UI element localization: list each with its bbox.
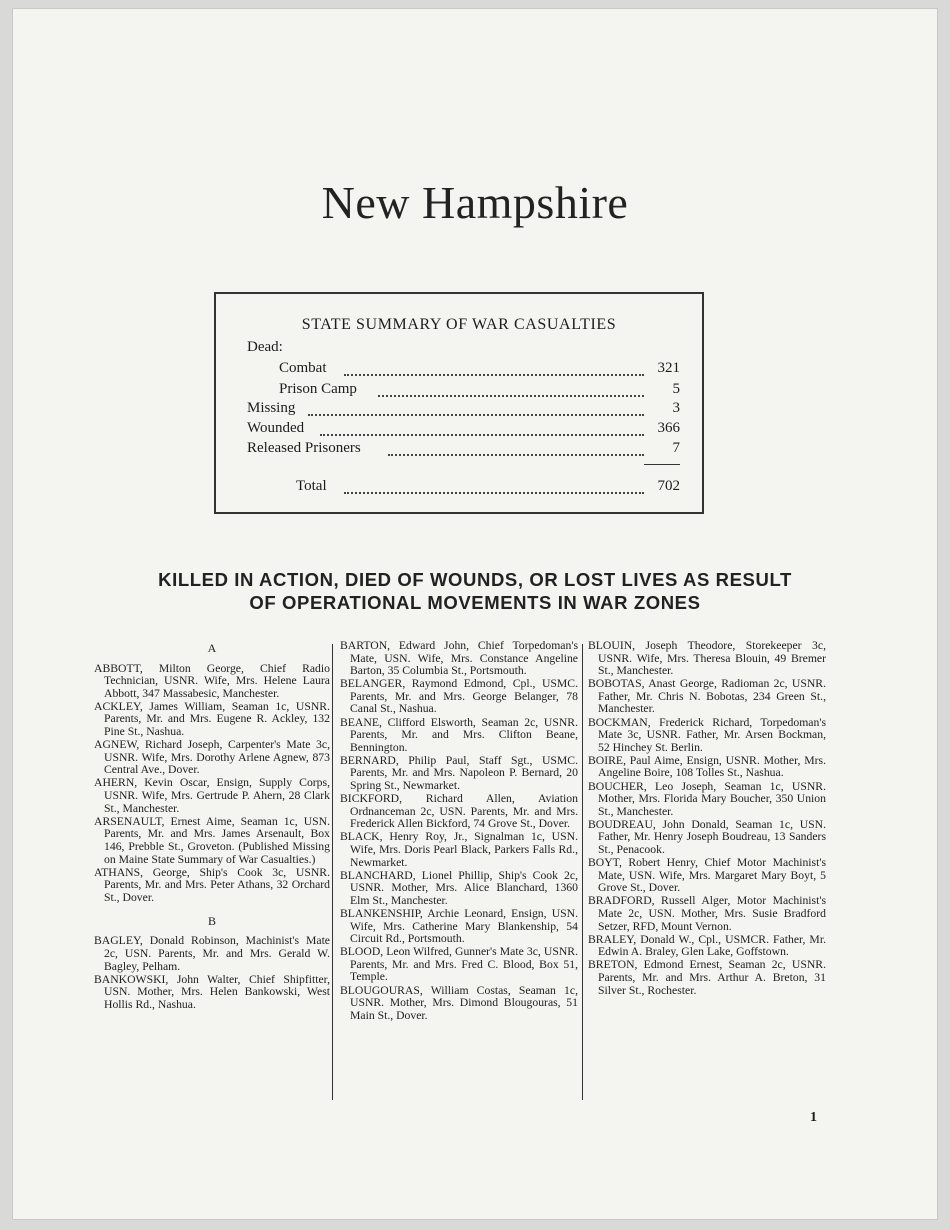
casualty-entry: BLOUGOURAS, William Costas, Seaman 1c, USNR. Mother, Mrs. Dimond Blougouras, 51 Main St., Dover. [340, 983, 578, 1022]
casualty-entry: BOCKMAN, Frederick Richard, Torpedoman's Mate 3c, USNR. Father, Mr. Arsen Bockman, 52 Hinchey St. Berlin. [588, 715, 826, 754]
list-col2 [340, 640, 578, 1022]
missing-label: Missing [247, 400, 296, 416]
combat-leader-dots [344, 360, 644, 376]
wounded-value: 366 [657, 420, 680, 436]
list-col3 [588, 640, 826, 997]
casualty-entry: AGNEW, Richard Joseph, Carpenter's Mate 3c, USNR. Wife, Mrs. Dorothy Arlene Agnew, 873 Central Ave., Dover. [94, 738, 330, 777]
column-1 [94, 640, 330, 1012]
casualty-entry: BOYT, Robert Henry, Chief Motor Machinist's Mate, USN. Wife, Mrs. Margaret Mary Boyt, 5 Grove St., Dover. [588, 856, 826, 895]
list-a [94, 663, 330, 905]
casualty-entry: ARSENAULT, Ernest Aime, Seaman 1c, USN. Parents, Mr. and Mrs. James Arsenault, Box 146, Prebble St., Groveton. (Published Missing on Maine State Summary of War Casualties.) [94, 814, 330, 866]
column-2 [340, 640, 578, 1023]
heading-line-2: OF OPERATIONAL MOVEMENTS IN WAR ZONES [249, 592, 701, 613]
casualty-entry: BRETON, Edmond Ernest, Seaman 2c, USNR. Parents, Mr. and Mrs. Arthur A. Breton, 31 Silver St., Rochester. [588, 958, 826, 997]
prison-camp-leader-dots [378, 381, 644, 397]
letter-heading-a: A [207, 641, 217, 655]
casualty-entry: BLOUIN, Joseph Theodore, Storekeeper 3c, USNR. Wife, Mrs. Theresa Blouin, 49 Bremer St., Manchester. [588, 639, 826, 678]
wounded-label: Wounded [247, 420, 305, 436]
casualty-entry: BRALEY, Donald W., Cpl., USMCR. Father, Mr. Edwin A. Braley, Glen Lake, Goffstown. [588, 932, 826, 959]
combat-value: 321 [657, 360, 680, 376]
casualty-entry: BELANGER, Raymond Edmond, Cpl., USMC. Parents, Mr. and Mrs. George Belanger, 78 Canal St., Nashua. [340, 677, 578, 716]
casualty-entry: BLOOD, Leon Wilfred, Gunner's Mate 3c, USNR. Parents, Mr. and Mrs. Fred C. Blood, Box 51, Temple. [340, 945, 578, 984]
casualty-entry: BOUDREAU, John Donald, Seaman 1c, USN. Father, Mr. Henry Joseph Boudreau, 13 Sanders St., Penacook. [588, 817, 826, 856]
casualty-entry: BLANKENSHIP, Archie Leonard, Ensign, USN. Wife, Mrs. Catherine Mary Blankenship, 54 Circuit Rd., Portsmouth. [340, 906, 578, 946]
prison-camp-label: Prison Camp [279, 381, 357, 397]
summary-heading: STATE SUMMARY OF WAR CASUALTIES [301, 316, 617, 333]
casualty-entry: BANKOWSKI, John Walter, Chief Shipfitter, USN. Mother, Mrs. Helen Bankowski, West Hollis Rd., Nashua. [94, 972, 330, 1011]
page-number: 1 [810, 1110, 817, 1125]
page-title: New Hampshire [321, 177, 629, 228]
total-rule [644, 464, 680, 465]
total-leader-dots [344, 478, 644, 494]
column-divider-2 [582, 644, 583, 1100]
combat-label: Combat [279, 360, 327, 376]
total-value: 702 [657, 478, 680, 494]
casualty-entry: BERNARD, Philip Paul, Staff Sgt., USMC. Parents, Mr. and Mrs. Napoleon P. Bernard, 20 Spring St., Newmarket. [340, 753, 578, 793]
casualty-entry: BAGLEY, Donald Robinson, Machinist's Mate 2c, USN. Parents, Mr. and Mrs. Gerald W. Bagley, Pelham. [94, 934, 330, 973]
casualty-entry: AHERN, Kevin Oscar, Ensign, Supply Corps, USNR. Wife, Mrs. Gertrude P. Ahern, 28 Clark St., Manchester. [94, 776, 330, 815]
casualty-entry: BLANCHARD, Lionel Phillip, Ship's Cook 2c, USNR. Mother, Mrs. Alice Blanchard, 1360 Elm St., Manchester. [340, 868, 578, 907]
letter-heading-b: B [207, 913, 216, 928]
spacer [94, 905, 330, 913]
missing-leader-dots [308, 400, 644, 416]
list-b [94, 935, 330, 1011]
released-prisoners-value: 7 [672, 440, 680, 456]
casualty-entry: BRADFORD, Russell Alger, Motor Machinist's Mate 2c, USN. Mother, Mrs. Susie Bradford Setzer, RFD, Mount Vernon. [588, 894, 826, 933]
casualty-entry: BICKFORD, Richard Allen, Aviation Ordnanceman 2c, USN. Parents, Mr. and Mrs. Frederick Allen Bickford, 74 Grove St., Dover. [340, 792, 578, 831]
casualty-entry: ACKLEY, James William, Seaman 1c, USNR. Parents, Mr. and Mrs. Eugene R. Ackley, 132 Pine St., Nashua. [94, 699, 330, 739]
casualty-list-heading [52, 568, 898, 614]
casualty-entry: BOBOTAS, Anast George, Radioman 2c, USNR. Father, Mr. Chris N. Bobotas, 234 Green St., Manchester. [588, 677, 826, 716]
total-label: Total [296, 478, 327, 494]
casualty-entry: ATHANS, George, Ship's Cook 3c, USNR. Parents, Mr. and Mrs. Peter Athans, 32 Orchard St., Dover. [94, 865, 330, 904]
prison-camp-value: 5 [672, 381, 680, 397]
dead-label: Dead: [247, 339, 283, 355]
casualty-entry: BEANE, Clifford Elsworth, Seaman 2c, USNR. Parents, Mr. and Mrs. Clifton Beane, Bennington. [340, 715, 578, 754]
casualty-entry: BLACK, Henry Roy, Jr., Signalman 1c, USN. Wife, Mrs. Doris Pearl Black, Parkers Falls Rd., Newmarket. [340, 830, 578, 869]
wounded-leader-dots [320, 420, 644, 436]
document-page [12, 8, 938, 1220]
casualty-entry: ABBOTT, Milton George, Chief Radio Technician, USNR. Wife, Mrs. Helene Laura Abbott, 347 Massabesic, Manchester. [94, 661, 330, 700]
released-leader-dots [388, 440, 644, 456]
heading-line-1: KILLED IN ACTION, DIED OF WOUNDS, OR LOST LIVES AS RESULT [158, 569, 792, 590]
column-divider-1 [332, 644, 333, 1100]
casualty-entry: BARTON, Edward John, Chief Torpedoman's Mate, USN. Wife, Mrs. Constance Angeline Barton, 35 Columbia St., Portsmouth. [340, 639, 578, 678]
released-prisoners-label: Released Prisoners [247, 440, 361, 456]
state-summary-box [214, 292, 704, 514]
column-3 [588, 640, 826, 998]
casualty-entry: BOIRE, Paul Aime, Ensign, USNR. Mother, Mrs. Angeline Boire, 108 Tolles St., Nashua. [588, 753, 826, 780]
casualty-entry: BOUCHER, Leo Joseph, Seaman 1c, USNR. Mother, Mrs. Florida Mary Boucher, 350 Union St., Manchester. [588, 779, 826, 818]
missing-value: 3 [672, 400, 680, 416]
